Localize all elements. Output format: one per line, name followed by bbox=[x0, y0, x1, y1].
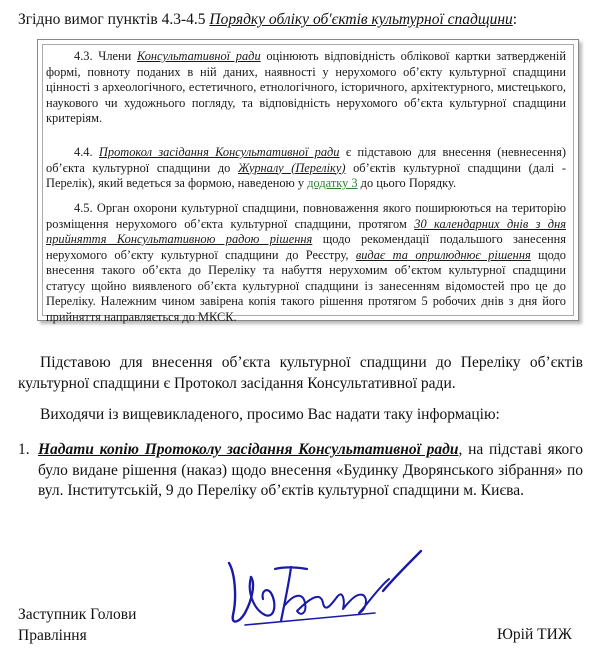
quote-paragraph-4-5 bbox=[46, 201, 566, 325]
request-number: 1. bbox=[18, 441, 30, 458]
p43-c: оцінюють відповідність облікової картки затвердженій формі, повноту поданих в ній даних, наявності у нерухомого об’єкту культурної спадщини цінності з археологічного, естетичного, етнологічного, історичного, архітектурного, мистецького, наукового чи художнього погляду, та відповідність нерухомого об’єкта культурної спадщини критеріям. bbox=[46, 49, 566, 125]
appendix-3-link[interactable]: додатку 3 bbox=[307, 176, 358, 190]
position-line-1: Заступник Голови bbox=[18, 606, 137, 623]
basis-paragraph bbox=[18, 353, 583, 394]
handwritten-signature bbox=[225, 543, 425, 633]
p43-a: 4.3. Члени bbox=[74, 49, 137, 63]
intro-suffix: : bbox=[512, 11, 518, 28]
decision-link[interactable]: видає та оприлюднює рішення bbox=[355, 247, 531, 262]
p45-e: щодо внесення такого об’єкта до Переліку та набуття нерухомим об’єктом культурної спадщини статусу щойно виявленого об’єкта культурної спадщини із занесенням відомостей про це до Переліку. Належним чином завірена копія такого рішення протягом 5 робочих днів з дня його прийняття направляється до МКСК. bbox=[46, 247, 566, 324]
signatory-position bbox=[18, 604, 136, 646]
request-rest-text: , на підставі якого було видане рішення (наказ) щодо внесення «Будинку Дворянського зібрання» по вул. Інститутській, 9 до Переліку об’єктів культурної спадщини м. Києва. bbox=[38, 441, 583, 499]
protocol-link[interactable]: Протокол засідання Консультативної ради bbox=[98, 145, 340, 159]
request-body bbox=[38, 440, 583, 502]
journal-link[interactable]: Журналу (Переліку) bbox=[238, 160, 346, 175]
procedure-title-link[interactable]: Порядку обліку об'єктів культурної спадщини bbox=[209, 11, 513, 28]
consultative-council-link[interactable]: Консультативної ради bbox=[136, 49, 261, 63]
quote-paragraph-4-3 bbox=[46, 49, 566, 127]
request-intro-text: Виходячи із вищевикладеного, просимо Вас надати таку інформацію: bbox=[40, 406, 500, 423]
p44-g: до цього Порядку. bbox=[357, 176, 457, 190]
p44-e: об’єктів культурної спадщини (далі - Перелік), який ведеться за формою, наведеною у bbox=[46, 160, 566, 190]
thirty-days-link[interactable]: 30 календарних днів з дня прийняття Консультативною радою рішення bbox=[46, 216, 566, 246]
quote-paragraph-4-4 bbox=[46, 145, 566, 192]
request-intro-paragraph bbox=[18, 405, 583, 426]
basis-text: Підставою для внесення об’єкта культурної спадщини до Переліку об’єктів культурної спадщини є Протокол засідання Консультативної ради. bbox=[18, 354, 583, 392]
p45-a: 4.5. Орган охорони культурної спадщини, повноваження якого поширюються на територію розміщення нерухомого об’єкта культурної спадщини, протягом bbox=[46, 201, 566, 231]
p44-a: 4.4. bbox=[74, 145, 99, 159]
position-line-2: Правління bbox=[18, 627, 87, 644]
p44-c: є підставою для внесення (невнесення) об’єкта культурної спадщини до bbox=[46, 145, 567, 175]
intro-prefix: Згідно вимог пунктів 4.3-4.5 bbox=[18, 11, 210, 28]
signatory-name: Юрій ТИЖ bbox=[497, 626, 572, 643]
p45-c: щодо рекомендації подальшого занесення нерухомого об’єкту культурної спадщини до Реєстру, bbox=[46, 232, 566, 262]
intro-line bbox=[18, 10, 588, 30]
request-strong-text: Надати копію Протоколу засідання Консультативної ради bbox=[38, 441, 459, 458]
